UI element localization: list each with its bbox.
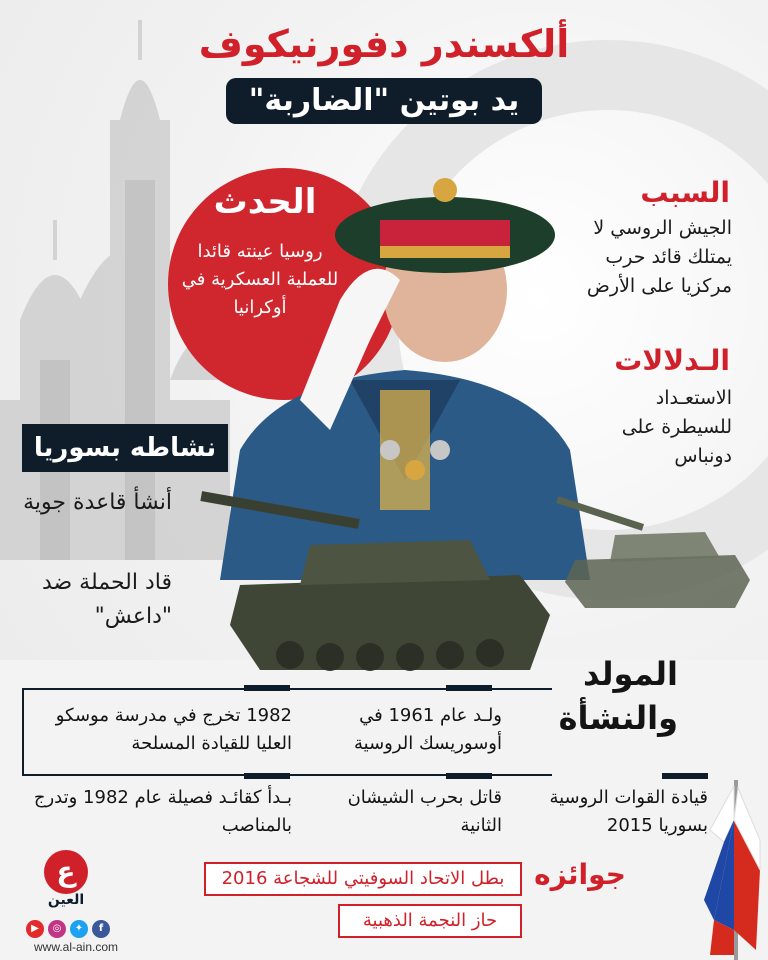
website-link[interactable]: www.al-ain.com xyxy=(33,940,119,954)
timeline-marker xyxy=(244,685,290,691)
event-body: روسيا عينته قائدا للعملية العسكرية في أوكرانيا xyxy=(181,241,339,318)
syria-section-title: نشاطه بسوريا xyxy=(22,424,228,472)
awards-section-title: جوائزه xyxy=(534,858,626,891)
brand-logo: ع xyxy=(44,850,88,894)
implications-title: الـدلالات xyxy=(614,344,730,377)
timeline-event-career-start: بـدأ كقائـد فصيلة عام 1982 وتدرج بالمناصب xyxy=(33,787,292,836)
reason-title: السبب xyxy=(640,176,730,209)
twitter-icon[interactable]: ✦ xyxy=(70,920,88,938)
timeline-marker xyxy=(244,773,290,779)
instagram-icon[interactable]: ◎ xyxy=(48,920,66,938)
tank-illustration-back xyxy=(555,490,755,610)
timeline-event-birth: ولـد عام 1961 في أوسوريسك الروسية xyxy=(354,705,502,754)
timeline-marker xyxy=(446,685,492,691)
tank-illustration-front xyxy=(200,465,560,680)
syria-item: قاد الحملة ضد "داعش" xyxy=(41,570,172,629)
implications-body: الاستعـداد للسيطرة على دونباس xyxy=(621,387,732,467)
event-title: الحدث xyxy=(213,182,317,222)
timeline-marker xyxy=(446,773,492,779)
timeline-event-syria-command: قيادة القوات الروسية بسوريا 2015 xyxy=(549,787,708,836)
timeline-event-graduation: 1982 تخرج في مدرسة موسكو العليا للقيادة المسلحة xyxy=(55,705,292,754)
reason-body: الجيش الروسي لا يمتلك قائد حرب مركزيا على الأرض xyxy=(586,217,732,297)
brand-name: العين xyxy=(47,892,85,908)
award-item: حاز النجمة الذهبية xyxy=(338,904,522,938)
syria-item: أنشأ قاعدة جوية xyxy=(23,490,172,515)
page-subtitle: يد بوتين "الضاربة" xyxy=(226,78,542,124)
timeline-marker xyxy=(662,773,708,779)
facebook-icon[interactable]: f xyxy=(92,920,110,938)
youtube-icon[interactable]: ▶ xyxy=(26,920,44,938)
award-item: بطل الاتحاد السوفيتي للشجاعة 2016 xyxy=(204,862,522,896)
page-title: ألكسندر دفورنيكوف xyxy=(198,22,570,66)
birth-section-title: المولد والنشأة xyxy=(558,655,678,737)
timeline-event-chechnya: قاتل بحرب الشيشان الثانية xyxy=(347,787,502,836)
russian-flag-icon xyxy=(690,780,768,960)
